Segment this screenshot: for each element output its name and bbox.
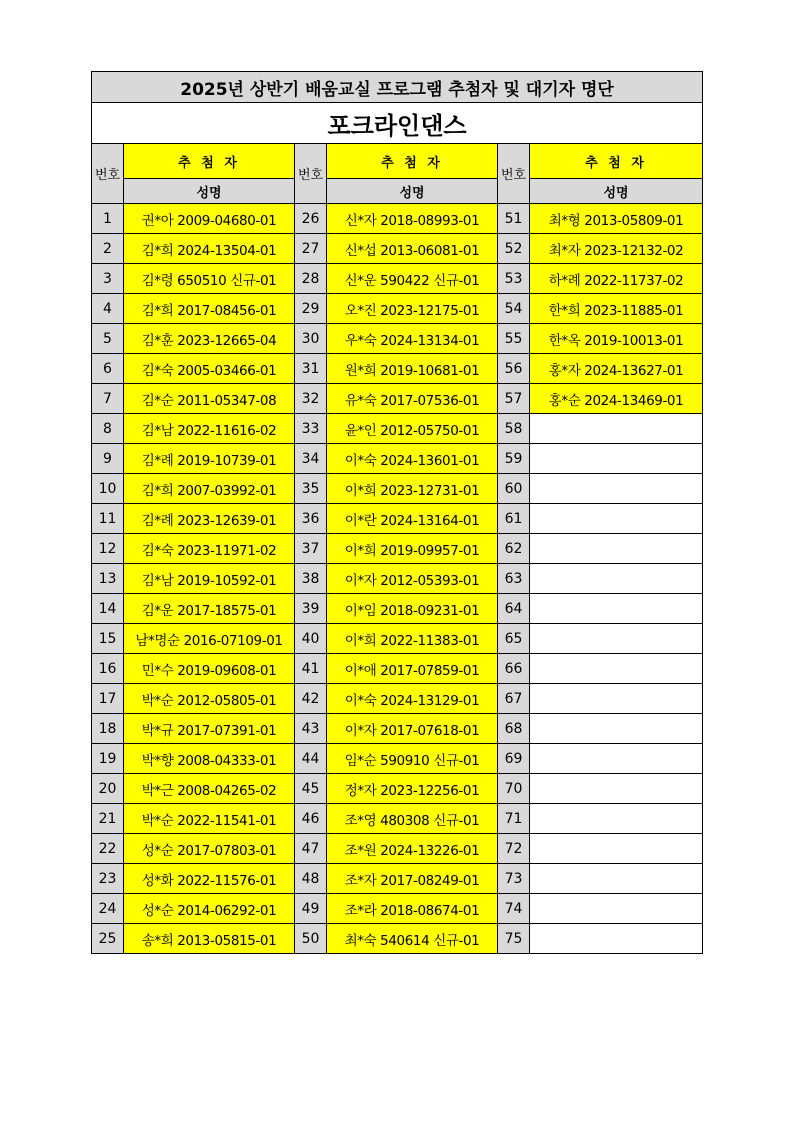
table-row <box>92 564 703 594</box>
row-number: 19 <box>92 744 124 774</box>
selected-person: 성*화 2022-11576-01 <box>124 864 295 894</box>
row-number: 3 <box>92 264 124 294</box>
header-drawn-3: 추 첨 자 <box>530 144 703 179</box>
table-row <box>92 324 703 354</box>
row-number: 30 <box>295 324 327 354</box>
empty-slot <box>530 474 703 504</box>
empty-slot <box>530 834 703 864</box>
row-number: 29 <box>295 294 327 324</box>
row-number: 15 <box>92 624 124 654</box>
selected-person: 김*남 2022-11616-02 <box>124 414 295 444</box>
selected-person: 이*숙 2024-13601-01 <box>327 444 498 474</box>
selected-person: 유*숙 2017-07536-01 <box>327 384 498 414</box>
row-number: 34 <box>295 444 327 474</box>
selected-person: 김*희 2017-08456-01 <box>124 294 295 324</box>
table-row <box>92 594 703 624</box>
selected-person: 김*순 2011-05347-08 <box>124 384 295 414</box>
selected-person: 이*숙 2024-13129-01 <box>327 684 498 714</box>
selected-person: 김*숙 2005-03466-01 <box>124 354 295 384</box>
selected-person: 이*애 2017-07859-01 <box>327 654 498 684</box>
row-number: 66 <box>498 654 530 684</box>
table-row <box>92 684 703 714</box>
row-number: 52 <box>498 234 530 264</box>
row-number: 22 <box>92 834 124 864</box>
selected-person: 임*순 590910 신규-01 <box>327 744 498 774</box>
header-name-2: 성명 <box>327 179 498 204</box>
header-drawn-1: 추 첨 자 <box>124 144 295 179</box>
row-number: 75 <box>498 924 530 954</box>
selected-person: 박*순 2012-05805-01 <box>124 684 295 714</box>
table-row <box>92 744 703 774</box>
selected-person: 신*섭 2013-06081-01 <box>327 234 498 264</box>
roster-sheet <box>91 71 702 954</box>
row-number: 5 <box>92 324 124 354</box>
row-number: 54 <box>498 294 530 324</box>
selected-person: 이*임 2018-09231-01 <box>327 594 498 624</box>
row-number: 8 <box>92 414 124 444</box>
row-number: 27 <box>295 234 327 264</box>
selected-person: 한*희 2023-11885-01 <box>530 294 703 324</box>
empty-slot <box>530 714 703 744</box>
table-row <box>92 504 703 534</box>
selected-person: 원*희 2019-10681-01 <box>327 354 498 384</box>
row-number: 62 <box>498 534 530 564</box>
row-number: 20 <box>92 774 124 804</box>
table-row <box>92 354 703 384</box>
row-number: 55 <box>498 324 530 354</box>
selected-person: 성*순 2017-07803-01 <box>124 834 295 864</box>
selected-person: 박*규 2017-07391-01 <box>124 714 295 744</box>
row-number: 51 <box>498 204 530 234</box>
selected-person: 이*자 2017-07618-01 <box>327 714 498 744</box>
row-number: 18 <box>92 714 124 744</box>
row-number: 14 <box>92 594 124 624</box>
empty-slot <box>530 774 703 804</box>
selected-person: 남*명순 2016-07109-01 <box>124 624 295 654</box>
row-number: 40 <box>295 624 327 654</box>
empty-slot <box>530 594 703 624</box>
selected-person: 민*수 2019-09608-01 <box>124 654 295 684</box>
row-number: 24 <box>92 894 124 924</box>
selected-person: 조*영 480308 신규-01 <box>327 804 498 834</box>
selected-person: 박*향 2008-04333-01 <box>124 744 295 774</box>
selected-person: 신*자 2018-08993-01 <box>327 204 498 234</box>
row-number: 72 <box>498 834 530 864</box>
row-number: 64 <box>498 594 530 624</box>
row-number: 23 <box>92 864 124 894</box>
selected-person: 조*라 2018-08674-01 <box>327 894 498 924</box>
row-number: 50 <box>295 924 327 954</box>
selected-person: 조*원 2024-13226-01 <box>327 834 498 864</box>
selected-person: 홍*자 2024-13627-01 <box>530 354 703 384</box>
selected-person: 조*자 2017-08249-01 <box>327 864 498 894</box>
empty-slot <box>530 924 703 954</box>
empty-slot <box>530 414 703 444</box>
selected-person: 이*자 2012-05393-01 <box>327 564 498 594</box>
row-number: 69 <box>498 744 530 774</box>
row-number: 25 <box>92 924 124 954</box>
table-row <box>92 774 703 804</box>
row-number: 4 <box>92 294 124 324</box>
row-number: 32 <box>295 384 327 414</box>
row-number: 35 <box>295 474 327 504</box>
table-row <box>92 474 703 504</box>
row-number: 21 <box>92 804 124 834</box>
selected-person: 이*희 2022-11383-01 <box>327 624 498 654</box>
program-name: 포크라인댄스 <box>92 103 703 144</box>
selected-person: 이*란 2024-13164-01 <box>327 504 498 534</box>
selected-person: 정*자 2023-12256-01 <box>327 774 498 804</box>
row-number: 43 <box>295 714 327 744</box>
table-row <box>92 444 703 474</box>
row-number: 61 <box>498 504 530 534</box>
selected-person: 김*령 650510 신규-01 <box>124 264 295 294</box>
selected-person: 이*희 2023-12731-01 <box>327 474 498 504</box>
selected-person: 김*운 2017-18575-01 <box>124 594 295 624</box>
row-number: 12 <box>92 534 124 564</box>
row-number: 63 <box>498 564 530 594</box>
row-number: 11 <box>92 504 124 534</box>
row-number: 70 <box>498 774 530 804</box>
empty-slot <box>530 804 703 834</box>
table-row <box>92 924 703 954</box>
table-row <box>92 534 703 564</box>
table-row <box>92 834 703 864</box>
selected-person: 성*순 2014-06292-01 <box>124 894 295 924</box>
row-number: 59 <box>498 444 530 474</box>
header-drawn-2: 추 첨 자 <box>327 144 498 179</box>
selected-person: 김*숙 2023-11971-02 <box>124 534 295 564</box>
empty-slot <box>530 864 703 894</box>
table-row <box>92 894 703 924</box>
row-number: 74 <box>498 894 530 924</box>
row-number: 60 <box>498 474 530 504</box>
empty-slot <box>530 894 703 924</box>
table-row <box>92 864 703 894</box>
empty-slot <box>530 564 703 594</box>
selected-person: 한*옥 2019-10013-01 <box>530 324 703 354</box>
row-number: 26 <box>295 204 327 234</box>
row-number: 57 <box>498 384 530 414</box>
selected-person: 박*순 2022-11541-01 <box>124 804 295 834</box>
row-number: 10 <box>92 474 124 504</box>
header-number-3: 번호 <box>498 144 530 204</box>
selected-person: 이*희 2019-09957-01 <box>327 534 498 564</box>
row-number: 38 <box>295 564 327 594</box>
row-number: 65 <box>498 624 530 654</box>
header-name-1: 성명 <box>124 179 295 204</box>
row-number: 68 <box>498 714 530 744</box>
row-number: 36 <box>295 504 327 534</box>
empty-slot <box>530 534 703 564</box>
table-row <box>92 384 703 414</box>
table-row <box>92 294 703 324</box>
selected-person: 윤*인 2012-05750-01 <box>327 414 498 444</box>
empty-slot <box>530 624 703 654</box>
selected-person: 최*숙 540614 신규-01 <box>327 924 498 954</box>
selected-person: 권*아 2009-04680-01 <box>124 204 295 234</box>
row-number: 28 <box>295 264 327 294</box>
selected-person: 김*훈 2023-12665-04 <box>124 324 295 354</box>
row-number: 73 <box>498 864 530 894</box>
row-number: 67 <box>498 684 530 714</box>
selected-person: 김*희 2024-13504-01 <box>124 234 295 264</box>
selected-person: 우*숙 2024-13134-01 <box>327 324 498 354</box>
row-number: 16 <box>92 654 124 684</box>
table-row <box>92 234 703 264</box>
row-number: 42 <box>295 684 327 714</box>
row-number: 71 <box>498 804 530 834</box>
row-number: 37 <box>295 534 327 564</box>
header-name-3: 성명 <box>530 179 703 204</box>
roster-table <box>91 71 703 954</box>
row-number: 13 <box>92 564 124 594</box>
row-number: 33 <box>295 414 327 444</box>
row-number: 17 <box>92 684 124 714</box>
header-number-2: 번호 <box>295 144 327 204</box>
row-number: 41 <box>295 654 327 684</box>
row-number: 1 <box>92 204 124 234</box>
row-number: 56 <box>498 354 530 384</box>
empty-slot <box>530 504 703 534</box>
selected-person: 신*운 590422 신규-01 <box>327 264 498 294</box>
table-row <box>92 654 703 684</box>
selected-person: 하*례 2022-11737-02 <box>530 264 703 294</box>
row-number: 47 <box>295 834 327 864</box>
table-row <box>92 624 703 654</box>
row-number: 49 <box>295 894 327 924</box>
selected-person: 박*근 2008-04265-02 <box>124 774 295 804</box>
row-number: 7 <box>92 384 124 414</box>
row-number: 53 <box>498 264 530 294</box>
row-number: 6 <box>92 354 124 384</box>
selected-person: 김*희 2007-03992-01 <box>124 474 295 504</box>
row-number: 44 <box>295 744 327 774</box>
empty-slot <box>530 744 703 774</box>
empty-slot <box>530 654 703 684</box>
selected-person: 김*남 2019-10592-01 <box>124 564 295 594</box>
selected-person: 최*형 2013-05809-01 <box>530 204 703 234</box>
selected-person: 김*례 2023-12639-01 <box>124 504 295 534</box>
row-number: 9 <box>92 444 124 474</box>
row-number: 31 <box>295 354 327 384</box>
table-row <box>92 804 703 834</box>
row-number: 58 <box>498 414 530 444</box>
selected-person: 최*자 2023-12132-02 <box>530 234 703 264</box>
table-row <box>92 414 703 444</box>
table-row <box>92 714 703 744</box>
header-number-1: 번호 <box>92 144 124 204</box>
empty-slot <box>530 444 703 474</box>
empty-slot <box>530 684 703 714</box>
row-number: 45 <box>295 774 327 804</box>
table-row <box>92 264 703 294</box>
document-title: 2025년 상반기 배움교실 프로그램 추첨자 및 대기자 명단 <box>92 72 703 103</box>
row-number: 46 <box>295 804 327 834</box>
selected-person: 김*례 2019-10739-01 <box>124 444 295 474</box>
table-row <box>92 204 703 234</box>
row-number: 48 <box>295 864 327 894</box>
selected-person: 홍*순 2024-13469-01 <box>530 384 703 414</box>
selected-person: 오*진 2023-12175-01 <box>327 294 498 324</box>
row-number: 39 <box>295 594 327 624</box>
row-number: 2 <box>92 234 124 264</box>
selected-person: 송*희 2013-05815-01 <box>124 924 295 954</box>
